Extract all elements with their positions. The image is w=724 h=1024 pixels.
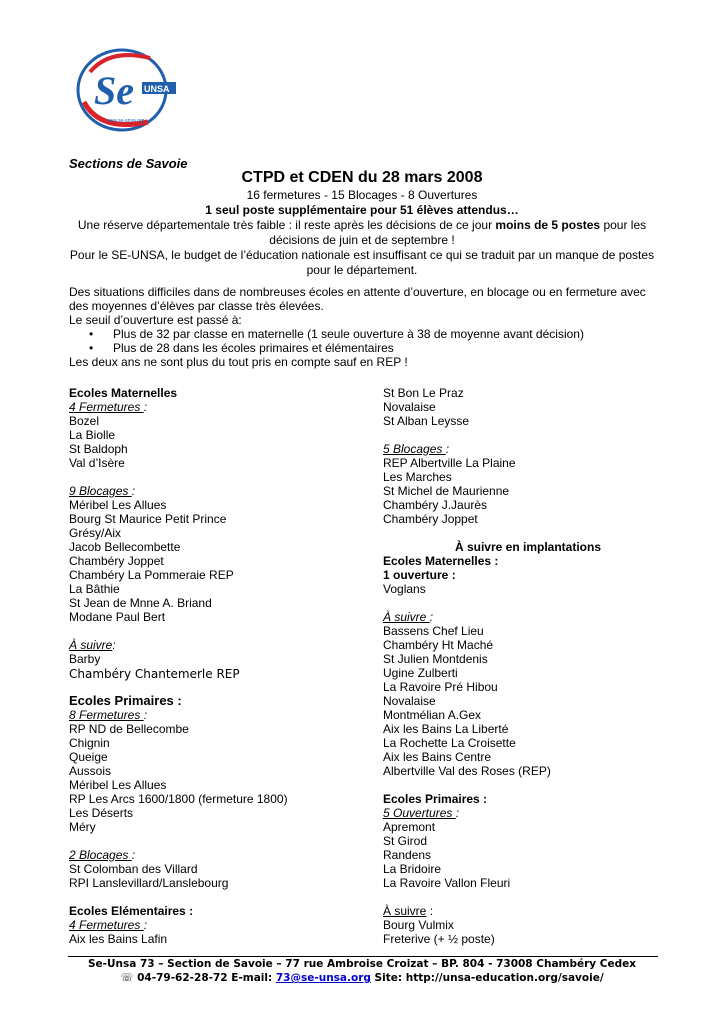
list-item: Barby xyxy=(69,652,101,666)
p-blocages-label: 2 Blocages : xyxy=(69,848,136,862)
list-item: REP Albertville La Plaine xyxy=(383,456,516,470)
list-item: RP ND de Bellecombe xyxy=(69,722,189,736)
r-suivre2-label: À suivre : xyxy=(383,904,434,918)
list-item: Grésy/Aix xyxy=(69,526,122,540)
svg-text:www.se-unsa.org: www.se-unsa.org xyxy=(106,118,145,124)
list-item: La Ravoire Vallon Fleuri xyxy=(383,876,511,890)
list-item: Novalaise xyxy=(383,400,436,414)
list-item: Ugine Zulberti xyxy=(383,666,458,680)
list-item: Aussois xyxy=(69,764,112,778)
se-unsa-logo xyxy=(70,42,190,136)
budget-text: Pour le SE-UNSA, le budget de l’éducation nationale est insuffisant ce qui se traduit par un manque de postes pour le département. xyxy=(69,248,655,277)
intro-paragraph: Des situations difficiles dans de nombreuses écoles en attente d’ouverture, en blocage ou en fermeture avec des moyennes d’élèves par classe très élevées. xyxy=(69,285,646,313)
right-column xyxy=(383,386,673,946)
footer-phone: 04-79-62-28-72 E-mail: xyxy=(133,972,276,984)
list-item: Aix les Bains Centre xyxy=(383,750,492,764)
list-item: St Colomban des Villard xyxy=(69,862,198,876)
maternelles-heading: Ecoles Maternelles xyxy=(69,386,178,400)
list-item: • Plus de 32 par classe en maternelle (1 seule ouverture à 38 de moyenne avant décision) xyxy=(107,327,659,341)
list-item: La Bridoire xyxy=(383,862,442,876)
header-block xyxy=(60,168,664,278)
list-item: Chambéry Joppet xyxy=(383,512,478,526)
list-item: Chignin xyxy=(69,736,110,750)
list-item: St Girod xyxy=(383,834,428,848)
phone-icon: ☏ xyxy=(120,972,134,984)
list-item: Les Marches xyxy=(383,470,452,484)
r-blocages-label: 5 Blocages : xyxy=(383,442,450,456)
list-item: Modane Paul Bert xyxy=(69,610,166,624)
list-item: Chambéry Ht Maché xyxy=(383,638,494,652)
primaires-heading: Ecoles Primaires : xyxy=(69,693,182,708)
logo-text: Se xyxy=(94,68,134,113)
list-item: Bourg St Maurice Petit Prince xyxy=(69,512,227,526)
list-item: Apremont xyxy=(383,820,436,834)
list-item: Chambéry La Pommeraie REP xyxy=(69,568,234,582)
list-item: Aix les Bains Lafin xyxy=(69,932,168,946)
list-item: La Rochette La Croisette xyxy=(383,736,516,750)
footer-site: Site: http://unsa-education.org/savoie/ xyxy=(370,972,604,984)
list-item: St Bon Le Praz xyxy=(383,386,464,400)
suivre-label: À suivre: xyxy=(69,638,116,652)
list-item: La Bâthie xyxy=(69,582,120,596)
list-item: Randens xyxy=(383,848,432,862)
email-link[interactable]: 73@se-unsa.org xyxy=(275,972,371,984)
list-item: Freterive (+ ½ poste) xyxy=(383,932,495,946)
footer-contact xyxy=(60,971,664,985)
list-item: Chambéry J.Jaurès xyxy=(383,498,488,512)
list-item: Les Déserts xyxy=(69,806,134,820)
elementaires-heading: Ecoles Elémentaires : xyxy=(69,904,194,918)
counts-line: 16 fermetures - 15 Blocages - 8 Ouvertures xyxy=(246,188,478,202)
list-item: Chambéry Chantemerle REP xyxy=(69,667,240,681)
list-item: Aix les Bains La Liberté xyxy=(383,722,509,736)
list-item: St Baldoph xyxy=(69,442,128,456)
threshold-text: Le seuil d’ouverture est passé à: xyxy=(69,313,242,327)
list-item: Montmélian A.Gex xyxy=(383,708,482,722)
list-item: St Julien Montdenis xyxy=(383,652,488,666)
list-item: Val d’Isère xyxy=(69,456,125,470)
blocages-label: 9 Blocages : xyxy=(69,484,136,498)
p-fermetures-label: 8 Fermetures : xyxy=(69,708,148,722)
list-item: Bassens Chef Lieu xyxy=(383,624,484,638)
ouvertures-label: 5 Ouvertures : xyxy=(383,806,460,820)
list-item: Albertville Val des Roses (REP) xyxy=(383,764,551,778)
headline: 1 seul poste supplémentaire pour 51 élèves attendus… xyxy=(205,203,519,217)
e-fermetures-label: 4 Fermetures : xyxy=(69,918,148,932)
list-item: Méribel Les Allues xyxy=(69,498,167,512)
list-item: Voglans xyxy=(383,582,426,596)
page-title: CTPD et CDEN du 28 mars 2008 xyxy=(241,169,483,186)
section-title: Sections de Savoie xyxy=(69,156,188,171)
left-column xyxy=(69,386,359,946)
footer xyxy=(60,957,664,985)
list-item: St Alban Leysse xyxy=(383,414,470,428)
list-item: St Michel de Maurienne xyxy=(383,484,510,498)
list-item: Jacob Bellecombette xyxy=(69,540,181,554)
list-item: Bozel xyxy=(69,414,100,428)
list-item: RPI Lanslevillard/Lanslebourg xyxy=(69,876,229,890)
rep-note: Les deux ans ne sont plus du tout pris en compte sauf en REP ! xyxy=(69,355,408,369)
list-item: Chambéry Joppet xyxy=(69,554,164,568)
list-item: Méribel Les Allues xyxy=(69,778,167,792)
intro-block xyxy=(69,285,659,369)
list-item: La Biolle xyxy=(69,428,116,442)
list-item: Queige xyxy=(69,750,108,764)
list-item: Novalaise xyxy=(383,694,436,708)
implantations-heading: À suivre en implantations xyxy=(454,540,602,554)
fermetures-label: 4 Fermetures : xyxy=(69,400,148,414)
list-item: RP Les Arcs 1600/1800 (fermeture 1800) xyxy=(69,792,288,806)
list-item: Méry xyxy=(69,820,96,834)
ouverture-heading: 1 ouverture : xyxy=(383,568,456,582)
reserve-text: Une réserve départementale très faible : il reste après les décisions de ce jour moins de 5 postes pour les décisions de juin et de septembre ! xyxy=(77,218,647,247)
r-suivre-label: À suivre : xyxy=(383,610,434,624)
list-item: • Plus de 28 dans les écoles primaires et élémentaires xyxy=(107,341,659,355)
svg-text:UNSA: UNSA xyxy=(144,84,170,94)
list-item: St Jean de Mnne A. Briand xyxy=(69,596,212,610)
r-maternelles-heading: Ecoles Maternelles : xyxy=(383,554,499,568)
list-item: La Ravoire Pré Hibou xyxy=(383,680,498,694)
r-primaires-heading: Ecoles Primaires : xyxy=(383,792,488,806)
threshold-list xyxy=(69,327,659,355)
list-item: Bourg Vulmix xyxy=(383,918,454,932)
footer-address: Se-Unsa 73 – Section de Savoie – 77 rue Ambroise Croizat – BP. 804 - 73008 Chambéry Cedex xyxy=(87,958,637,970)
